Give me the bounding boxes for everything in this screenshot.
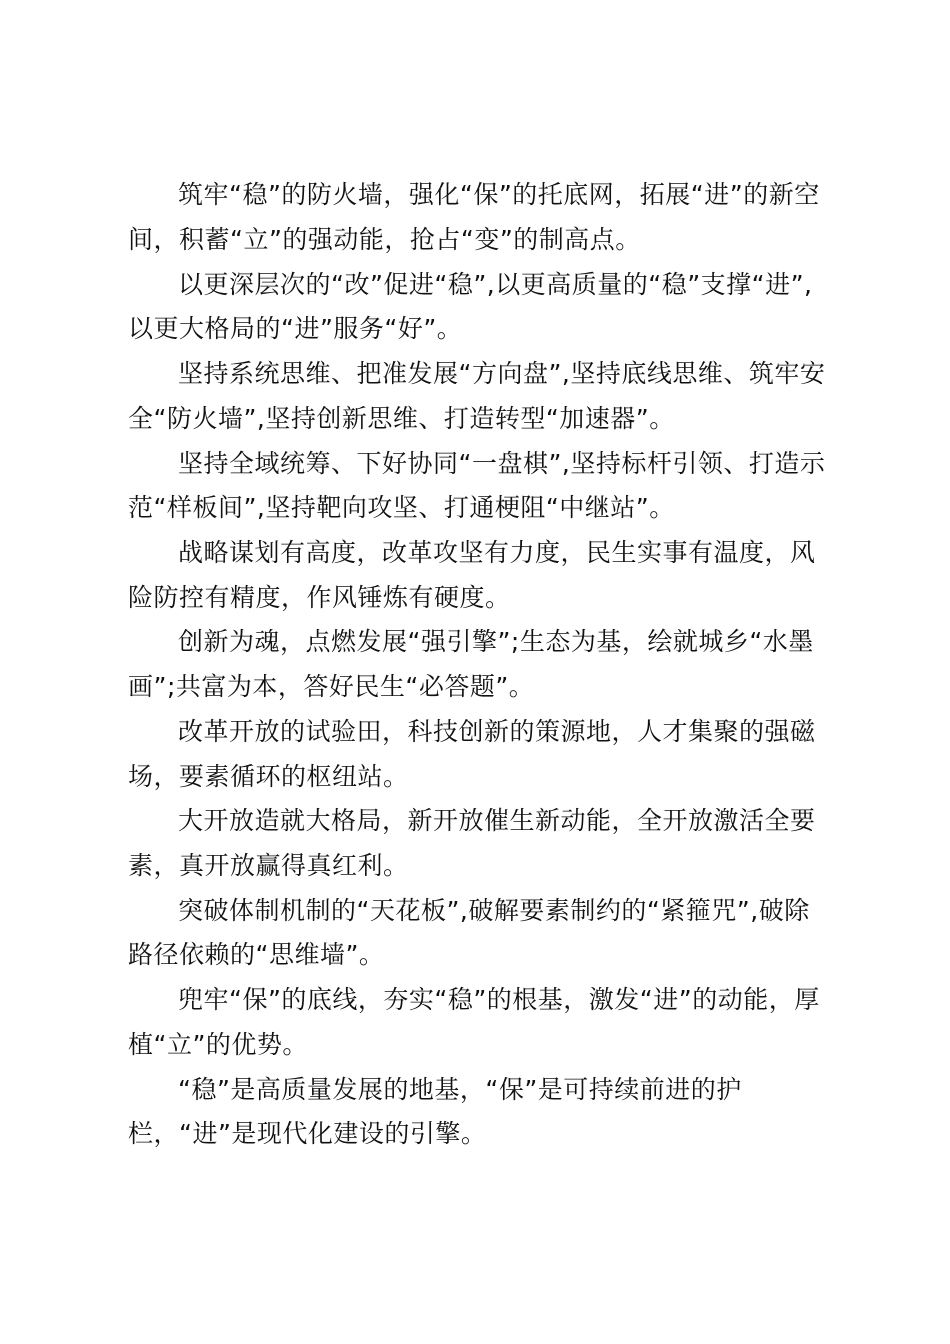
- paragraph-line: 范“样板间”,坚持靶向攻坚、打通梗阻“中继站”。: [128, 493, 675, 522]
- paragraph-line: 筑牢“稳”的防火墙，强化“保”的托底网，拓展“进”的新空: [178, 180, 820, 209]
- paragraph-line: 以更深层次的“改”促进“稳”,以更高质量的“稳”支撑“进”,: [178, 270, 813, 299]
- paragraph-line: 间，积蓄“立”的强动能，抢占“变”的制高点。: [128, 225, 641, 254]
- paragraph-line: 坚持系统思维、把准发展“方向盘”,坚持底线思维、筑牢安: [178, 359, 826, 388]
- paragraph-line: 植“立”的优势。: [128, 1030, 308, 1059]
- paragraph-line: “稳”是高质量发展的地基，“保”是可持续前进的护: [178, 1075, 742, 1104]
- paragraph-line: 画”;共富为本，答好民生“必答题”。: [128, 672, 535, 701]
- paragraph-line: 以更大格局的“进”服务“好”。: [128, 314, 463, 343]
- paragraph-line: 改革开放的试验田，科技创新的策源地，人才集聚的强磁: [178, 717, 816, 746]
- paragraph-line: 兜牢“保”的底线，夯实“稳”的根基，激发“进”的动能，厚: [178, 985, 820, 1014]
- paragraph-line: 大开放造就大格局，新开放催生新动能，全开放激活全要: [178, 806, 816, 835]
- paragraph-line: 路径依赖的“思维墙”。: [128, 940, 385, 969]
- paragraph-line: 场，要素循环的枢纽站。: [128, 762, 409, 791]
- paragraph-line: 战略谋划有高度，改革攻坚有力度，民生实事有温度，风: [178, 538, 816, 567]
- paragraph-line: 全“防火墙”,坚持创新思维、打造转型“加速器”。: [128, 404, 675, 433]
- paragraph-line: 素，真开放赢得真红利。: [128, 851, 409, 880]
- paragraph-line: 栏，“进”是现代化建设的引擎。: [128, 1119, 487, 1148]
- paragraph-line: 险防控有精度，作风锤炼有硬度。: [128, 583, 511, 612]
- paragraph-line: 坚持全域统筹、下好协同“一盘棋”,坚持标杆引领、打造示: [178, 449, 826, 478]
- paragraph-line: 创新为魂，点燃发展“强引擎”;生态为基，绘就城乡“水墨: [178, 627, 814, 656]
- paragraph-line: 突破体制机制的“天花板”,破解要素制约的“紧箍咒”,破除: [178, 896, 810, 925]
